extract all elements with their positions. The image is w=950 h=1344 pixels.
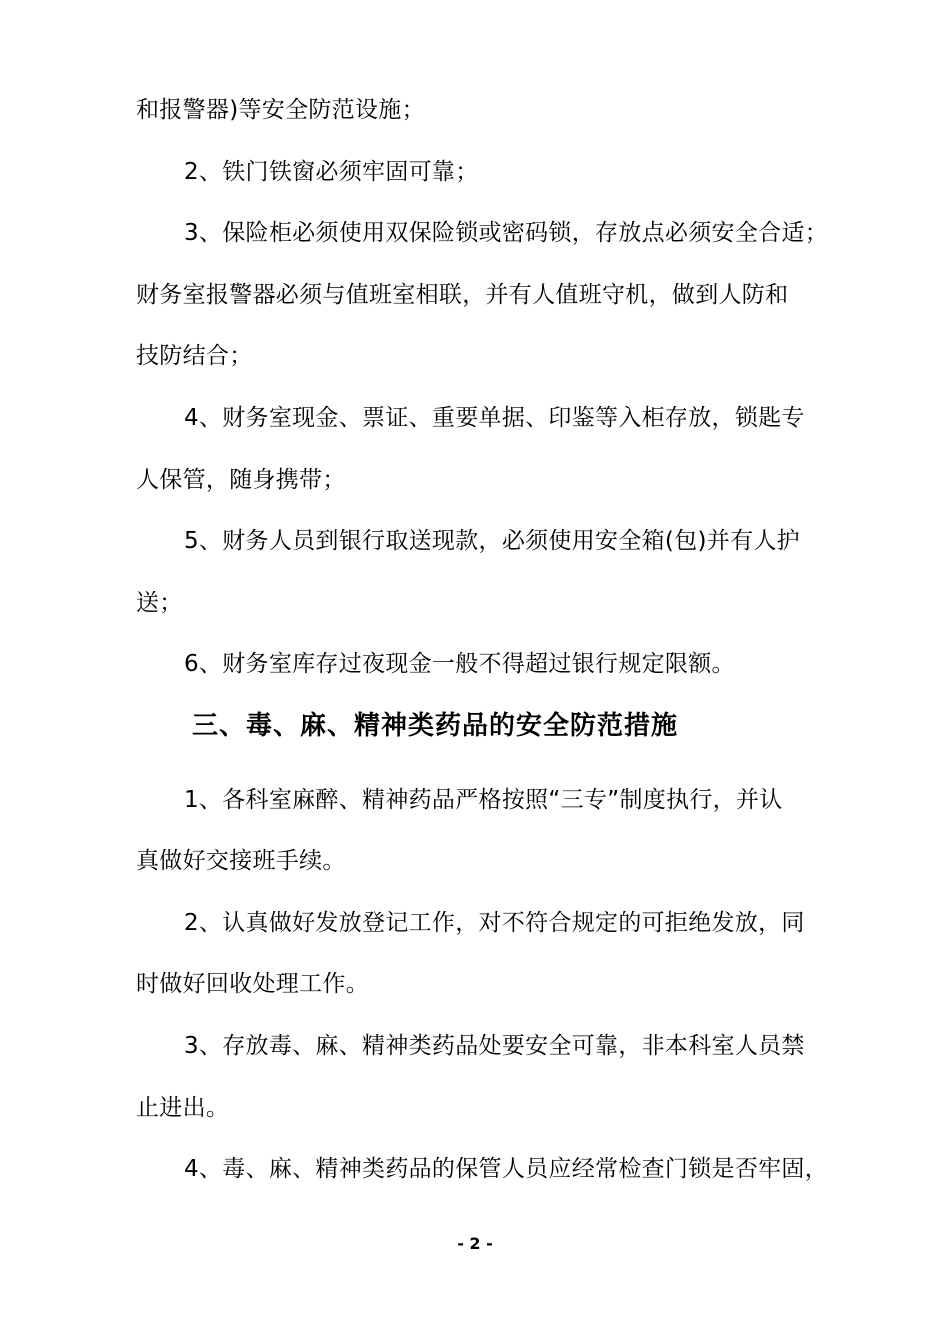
text-line: 和报警器)等安全防范设施； xyxy=(136,97,425,123)
text-line: 6、财务室库存过夜现金一般不得超过银行规定限额。 xyxy=(184,651,735,677)
text-line: 4、毒、麻、精神类药品的保管人员应经常检查门锁是否牢固， xyxy=(184,1156,829,1182)
text-line: 技防结合； xyxy=(136,343,253,369)
text-line: 3、存放毒、麻、精神类药品处要安全可靠，非本科室人员禁 xyxy=(184,1033,805,1059)
text-line: 时做好回收处理工作。 xyxy=(136,971,369,997)
text-line: 人保管，随身携带； xyxy=(136,467,346,493)
section-heading: 三、毒、麻、精神类药品的安全防范措施 xyxy=(192,711,679,741)
text-line: 4、财务室现金、票证、重要单据、印鉴等入柜存放，锁匙专 xyxy=(184,405,805,431)
text-line: 真做好交接班手续。 xyxy=(136,848,346,874)
text-line: 财务室报警器必须与值班室相联，并有人值班守机，做到人防和 xyxy=(136,282,789,308)
text-line: 2、认真做好发放登记工作，对不符合规定的可拒绝发放，同 xyxy=(184,910,805,936)
text-line: 止进出。 xyxy=(136,1095,230,1121)
text-line: 3、保险柜必须使用双保险锁或密码锁，存放点必须安全合适； xyxy=(184,220,829,246)
text-line: 2、铁门铁窗必须牢固可靠； xyxy=(184,159,479,185)
text-line: 送； xyxy=(136,590,183,616)
page-number: - 2 - xyxy=(457,1234,493,1253)
text-line: 5、财务人员到银行取送现款，必须使用安全箱(包)并有人护 xyxy=(184,528,800,554)
text-line: 1、各科室麻醉、精神药品严格按照“三专”制度执行，并认 xyxy=(184,787,783,813)
